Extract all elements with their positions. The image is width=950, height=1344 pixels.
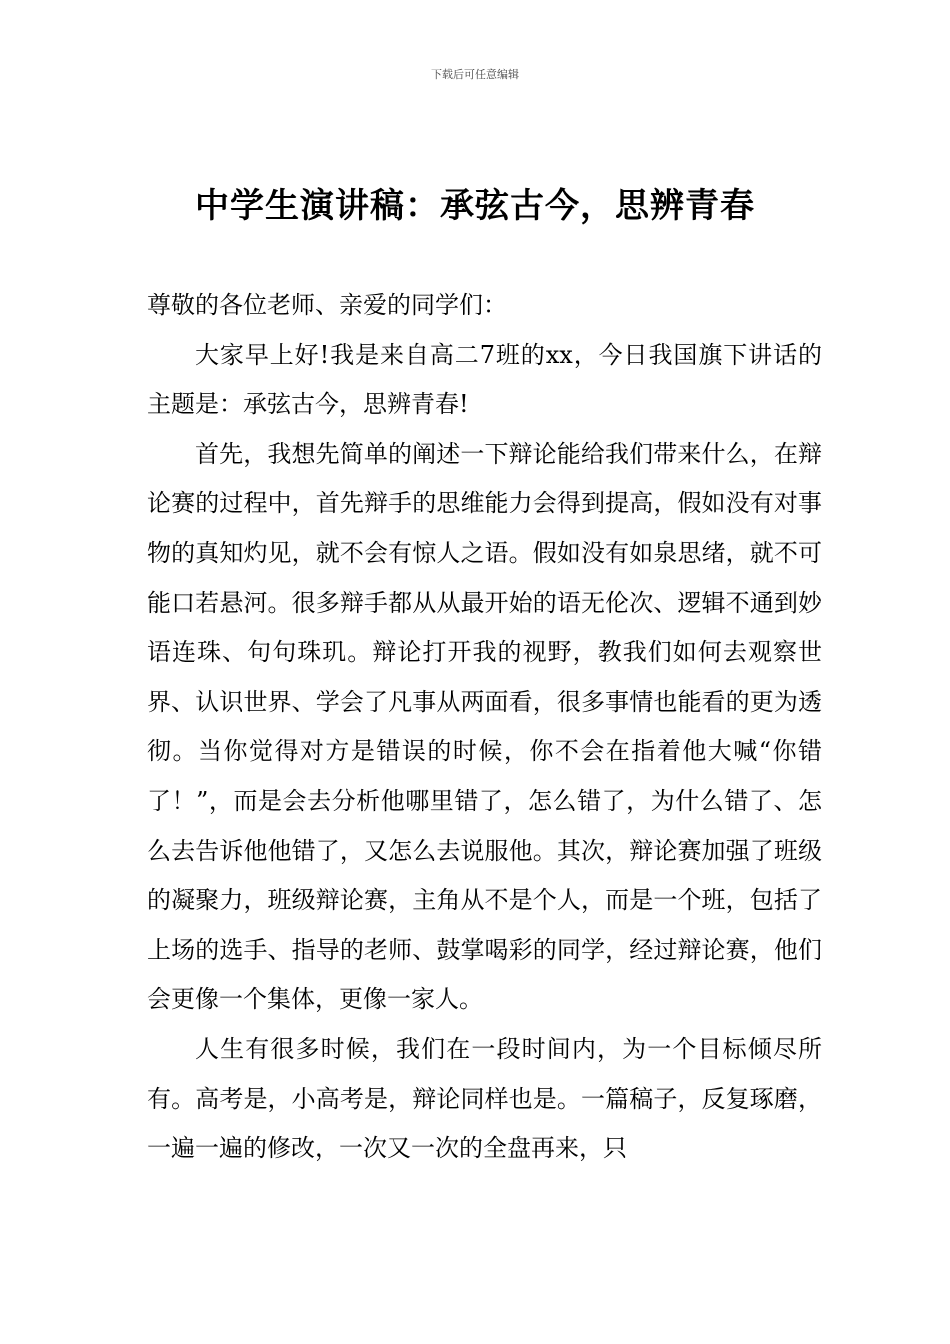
paragraph-2: 首先，我想先简单的阐述一下辩论能给我们带来什么，在辩论赛的过程中，首先辩手的思维能力会得到提高，假如没有对事物的真知灼见，就不会有惊人之语。假如没有如泉思绪，就不可能口若悬河。很多辩手都从从最开始的语无伦次、逻辑不通到妙语连珠、句句珠玑。辩论打开我的视野，教我们如何去观察世界、认识世界、学会了凡事从两面看，很多事情也能看的更为透彻。当你觉得对方是错误的时候，你不会在指着他大喊“你错了！”，而是会去分析他哪里错了，怎么错了，为什么错了、怎么去告诉他他错了，又怎么去说服他。其次，辩论赛加强了班级的凝聚力，班级辩论赛，主角从不是个人，而是一个班，包括了上场的选手、指导的老师、鼓掌喝彩的同学，经过辩论赛，他们会更像一个集体，更像一家人。 [147,439,822,1014]
paragraph-1: 大家早上好!我是来自高二7班的xx，今日我国旗下讲话的主题是：承弦古今，思辨青春! [147,340,822,419]
document-title: 中学生演讲稿：承弦古今，思辨青春 [195,186,755,226]
salutation: 尊敬的各位老师、亲爱的同学们： [147,291,507,319]
header-note: 下载后可任意编辑 [431,68,519,81]
paragraph-3: 人生有很多时候，我们在一段时间内，为一个目标倾尽所有。高考是，小高考是，辩论同样也是。一篇稿子，反复琢磨，一遍一遍的修改，一次又一次的全盘再来，只 [147,1034,822,1163]
document-body [147,281,822,1174]
